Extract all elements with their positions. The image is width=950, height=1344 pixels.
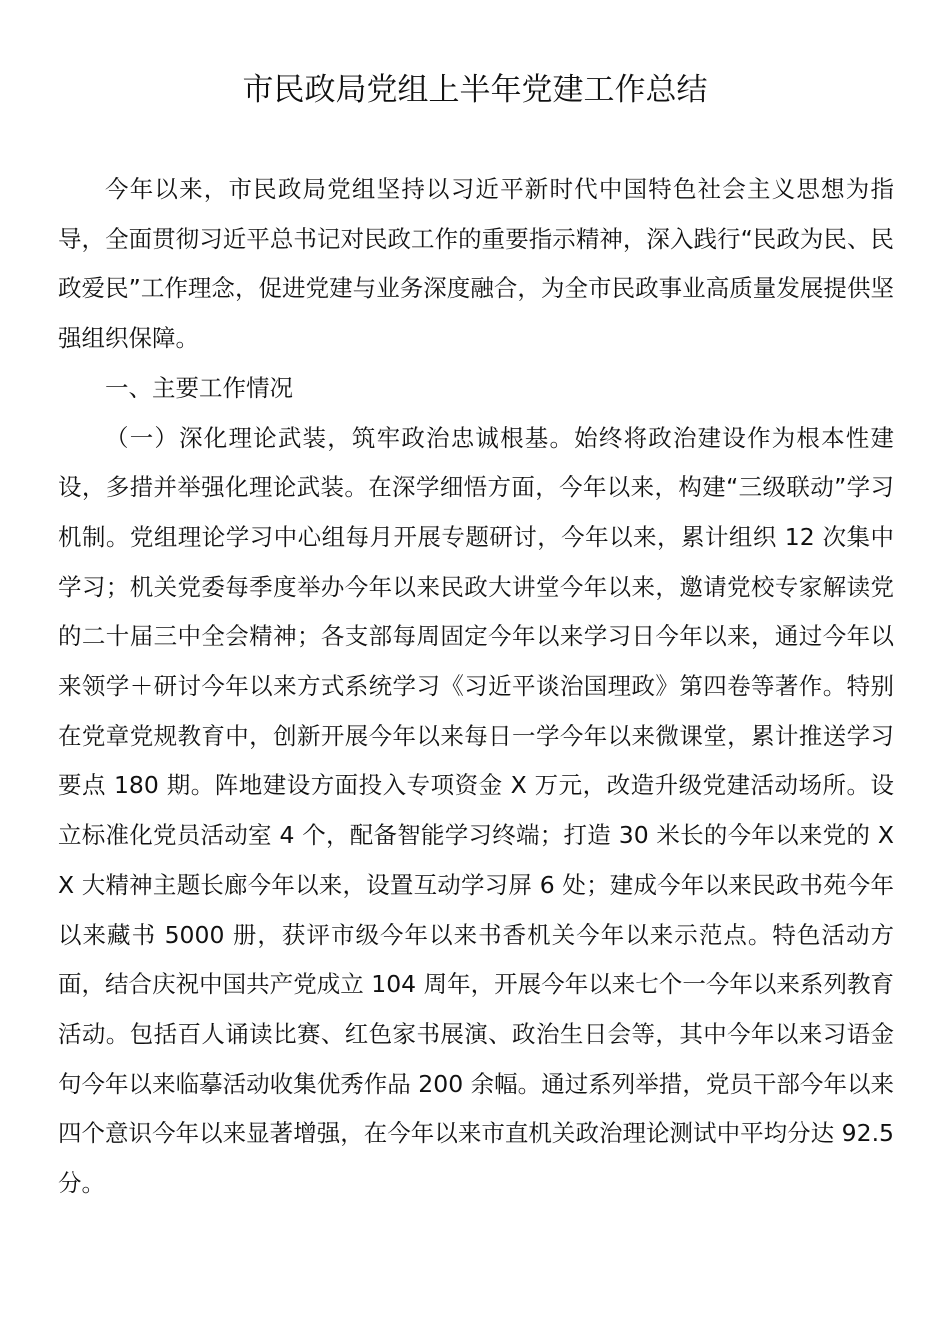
section-heading: 一、主要工作情况 [105,373,293,402]
document-body [58,165,894,1209]
intro-paragraph: 今年以来，市民政局党组坚持以习近平新时代中国特色社会主义思想为指导，全面贯彻习近平总书记对民政工作的重要指示精神，深入践行“民政为民、民政爱民”工作理念，促进党建与业务深度融合，为全市民政事业高质量发展提供坚强组织保障。 [58,175,894,353]
document-title: 市民政局党组上半年党建工作总结 [242,72,708,108]
section-one-paragraph: （一）深化理论武装，筑牢政治忠诚根基。始终将政治建设作为根本性建设，多措并举强化理论武装。在深学细悟方面，今年以来，构建“三级联动”学习机制。党组理论学习中心组每月开展专题研讨，今年以来，累计组织 12 次集中学习；机关党委每季度举办今年以来民政大讲堂今年以来，邀请党校专家解读党的二十届三中全会精神；各支部每周固定今年以来学习日今年以来，通过今年以来领学＋研讨今年以来方式系统学习《习近平谈治国理政》第四卷等著作。特别在党章党规教育中，创新开展今年以来每日一学今年以来微课堂，累计推送学习要点 180 期。阵地建设方面投入专项资金 X 万元，改造升级党建活动场所。设立标准化党员活动室 4 个，配备智能学习终端；打造 30 米长的今年以来党的 XX 大精神主题长廊今年以来，设置互动学习屏 6 处；建成今年以来民政书苑今年以来藏书 5000 册，获评市级今年以来书香机关今年以来示范点。特色活动方面，结合庆祝中国共产党成立 104 周年，开展今年以来七个一今年以来系列教育活动。包括百人诵读比赛、红色家书展演、政治生日会等，其中今年以来习语金句今年以来临摹活动收集优秀作品 200 余幅。通过系列举措，党员干部今年以来四个意识今年以来显著增强，在今年以来市直机关政治理论测试中平均分达 92.5 分。 [58,423,894,1198]
